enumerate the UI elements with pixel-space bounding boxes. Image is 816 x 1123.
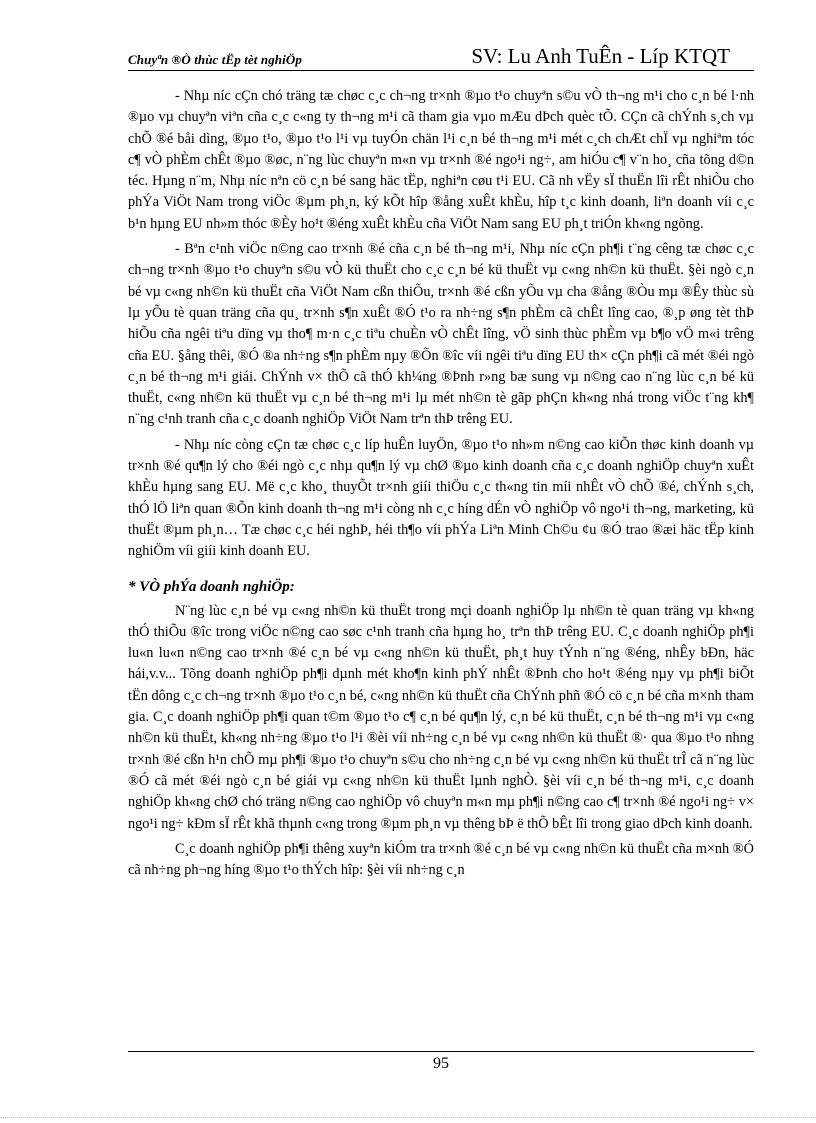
paragraph: - Bªn c¹nh viÖc n©ng cao tr×nh ®é cña c¸n bé th¬ng m¹i, Nhµ níc cÇn ph¶i t¨ng cêng tæ chøc c¸c ch¬ng tr×nh ®µo t¹o chuyªn s©u vÒ kü thuËt cho c¸c c¸n bé kü thuËt vµ c«ng nh©n kü thuËt. §èi ngò c¸n bé vµ c«ng nh©n kü thuËt cña ViÖt Nam cßn thiÕu, tr×nh ®é cßn yÕu vµ cha ®ång ®Òu mµ ®Êy thùc sù lµ yÕu tè quan träng cña qu¸ tr×nh s¶n xuÊt ®Ó t¹o ra nh÷ng s¶n phÈm cã chÊt lîng cao, ®¸p øng tèt thÞ hiÕu cña ngêi tiªu dïng vµ tho¶ m·n c¸c tiªu chuÈn vÒ chÊt lîng, vÖ sinh thùc phÈm vµ b¶o vÖ m«i trêng cña EU. §ång thêi, ®Ó ®a nh÷ng s¶n phÈm nµy ®Õn ®îc víi ngêi tiªu dïng EU th× cÇn ph¶i cã mét ®éi ngò c¸n bé th¬ng m¹i giái. ChÝnh v× thÕ cã thÓ kh¼ng ®Þnh r»ng bæ sung vµ n©ng cao n¨ng lùc c¸n bé kü thuËt, c«ng nh©n kü thuËt vµ c¸n bé th¬ng m¹i lµ mét nh©n tè gãp phÇn kh«ng nhá trong viÖc t¨ng kh¶ n¨ng c¹nh tranh cña c¸c doanh nghiÖp ViÖt Nam trªn thÞ trêng EU. [128,241,754,428]
footer-rule [128,1051,754,1052]
running-header [128,44,752,70]
paragraph: - Nhµ níc còng cÇn tæ chøc c¸c líp huÊn luyÖn, ®µo t¹o nh»m n©ng cao kiÕn thøc kinh doanh vµ tr×nh ®é qu¶n lý cho ®éi ngò c¸c nhµ qu¶n lý vµ chØ ®µo kinh doanh cña c¸c doanh nghiÖp chuyªn xuÊt khÈu hµng sang EU. Më c¸c kho¸ thuyÕt tr×nh giíi thiÖu c¸c th«ng tin míi nhÊt vÒ chÕ ®é, chÝnh s¸ch, thÓ lÖ liªn quan ®Õn kinh doanh th¬ng m¹i còng nh c¸c híng dÉn vÒ nghiÖp vô ngo¹i th¬ng, marketing, kü thuËt ®µm ph¸n… Tæ chøc c¸c héi nghÞ, héi th¶o víi phÝa Liªn Minh Ch©u ¢u ®Ó trao ®æi häc tËp kinh nghiÖm víi giíi kinh doanh EU. [128,436,754,560]
paragraph: N¨ng lùc c¸n bé vµ c«ng nh©n kü thuËt trong mçi doanh nghiÖp lµ nh©n tè quan träng vµ kh«ng thÓ thiÕu ®îc trong viÖc n©ng cao søc c¹nh tranh cña hµng ho¸ trªn thÞ trêng EU. C¸c doanh nghiÖp ph¶i lu«n lu«n n©ng cao tr×nh ®é c¸n bé vµ c«ng nh©n kü thuËt, ph¸t huy tÝnh n¨ng ®éng, nhÊy bÐn, häc hái,v.v... Tõng doanh nghiÖp ph¶i dµnh mét kho¶n kinh phÝ nhÊt ®Þnh cho ho¹t ®éng nµy vµ ph¶i biÕt tËn dông c¸c ch¬ng tr×nh ®µo t¹o c¸n bé, c«ng nh©n kü thuËt cña ChÝnh phñ ®Ó cö c¸n bé cña m×nh tham gia. C¸c doanh nghiÖp ph¶i quan t©m ®µo t¹o c¶ c¸n bé qu¶n lý, c¸n bé kü thuËt, c¸n bé th¬ng m¹i vµ c«ng nh©n kü thuËt, kh«ng nh÷ng ®µo t¹o l¹i ®èi víi nh÷ng c¸n bé vµ c«ng nh©n kü thuËt ®· qua ®µo t¹o nhng tr×nh ®é cßn h¹n chÕ mµ ph¶i ®µo t¹o chuyªn s©u cho nh÷ng c¸n bé vµ c«ng nh©n kü thuËt trÎ cã n¨ng lùc ®Ó cã mét ®éi ngò c¸n bé giái vµ c«ng nh©n kü thuËt lµnh nghÒ. §èi víi c¸n bé th¬ng m¹i, c¸c doanh nghiÖp kh«ng chØ chó träng n©ng cao nghiÖp vô chuyªn m«n mµ ph¶i n©ng cao c¶ tr×nh ®é ngo¹i ng÷ v× ngo¹i ng÷ kÐm sÏ rÊt khã thµnh c«ng trong ®µm ph¸n vµ thêng bÞ ë thÕ bÊt lîi trong giao dÞch kinh doanh. [128,602,754,832]
header-author: SV: Lu Anh TuÊn - Líp KTQT [471,44,730,68]
body-text [128,86,754,881]
header-rule [128,70,754,71]
page-number: 95 [433,1055,449,1072]
header-topic: Chuyªn ®Ò thùc tËp tèt nghiÖp [128,52,302,67]
paragraph: - Nhµ níc cÇn chó träng tæ chøc c¸c ch¬ng tr×nh ®µo t¹o chuyªn s©u vÒ th¬ng m¹i cho c¸n bé l·nh ®µo vµ chuyªn viªn cña c¸c c«ng ty th¬ng m¹i cã tham gia vµo mÆu dÞch quèc tÕ. CÇn cã chÝnh s¸ch vµ chÕ ®é båi dìng, ®µo t¹o, ®µo t¹o l¹i vµ tuyÓn chän l¹i c¸n bé th¬ng m¹i mét c¸ch chÆt chÏ vµ nghiªm tóc c¶ vÒ phÈm chÊt ®µo ®øc, n¨ng lùc chuyªn m«n vµ tr×nh ®é ngo¹i ng÷, am hiÓu c¶ v¨n ho¸ cña tõng d©n téc. Hµng n¨m, Nhµ níc nªn cö c¸n bé sang häc tËp, nghiªn cøu t¹i EU. Cã nh vËy sÏ thuËn lîi rÊt nhiÒu cho phÝa ViÖt Nam trong viÖc ®µm ph¸n, ký kÕt hîp ®ång xuÊt khÈu, hîp t¸c kinh doanh, liªn doanh víi c¸c b¹n hµng EU nh»m thóc ®Èy ho¹t ®éng xuÊt khÈu cña ViÖt Nam sang EU ph¸t triÓn kh«ng ngõng. [128,88,754,232]
paragraph: C¸c doanh nghiÖp ph¶i thêng xuyªn kiÓm tra tr×nh ®é c¸n bé vµ c«ng nh©n kü thuËt cña m×nh ®Ó cã nh÷ng ph¬ng híng ®µo t¹o thÝch hîp: §èi víi nh÷ng c¸n [128,840,754,879]
page-edge [0,1117,816,1118]
section-heading: * VÒ phÝa doanh nghiÖp: [128,578,295,595]
